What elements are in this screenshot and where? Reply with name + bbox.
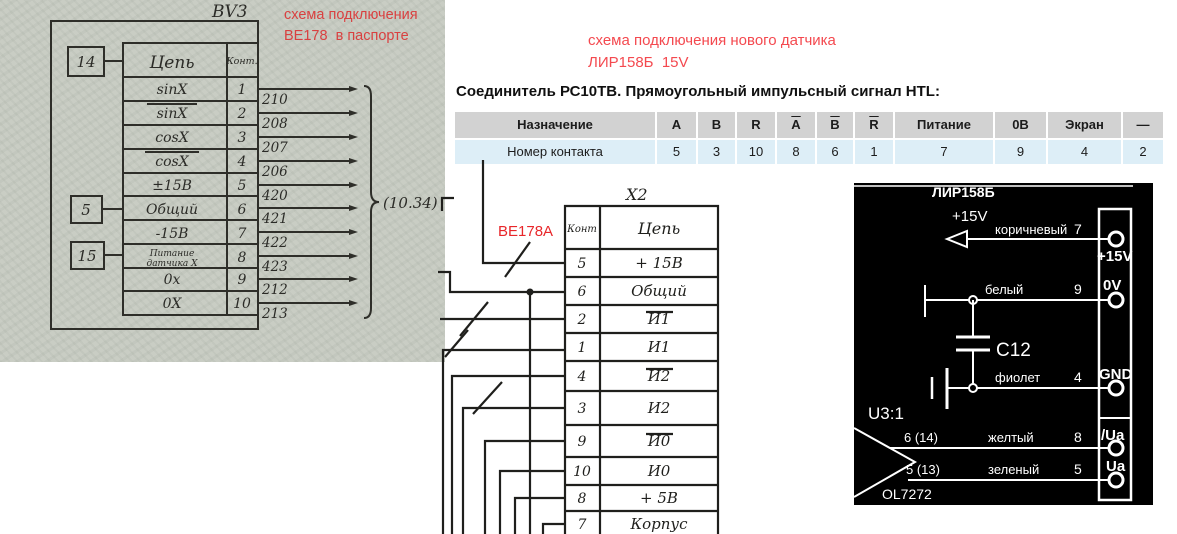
x2-wiring bbox=[438, 160, 565, 534]
twist-mark bbox=[473, 382, 502, 414]
contact: 1 bbox=[237, 82, 247, 98]
contact: 2 bbox=[237, 106, 247, 122]
contact: 3 bbox=[577, 401, 587, 417]
connector-table-title: Соединитель РС10ТВ. Прямоугольный импульсный сигнал HTL: bbox=[456, 83, 940, 100]
wire-arrow bbox=[349, 182, 358, 188]
terminal bbox=[1109, 473, 1123, 487]
wire-number: 422 bbox=[262, 235, 288, 251]
wire-num: 4 bbox=[1074, 369, 1082, 385]
sensor-note-line1: схема подключения нового датчика bbox=[588, 32, 836, 49]
contact: 3 bbox=[237, 130, 247, 146]
terminal-label: GND bbox=[1099, 366, 1133, 383]
wire-number: 210 bbox=[262, 92, 288, 108]
lir-title: ЛИР158Б bbox=[932, 184, 995, 200]
scanned-passport-photo bbox=[0, 0, 445, 362]
contact: 7 bbox=[577, 517, 587, 533]
wire-number: 207 bbox=[262, 140, 288, 156]
contact: 1 bbox=[577, 340, 587, 356]
circuit: датчика X bbox=[146, 259, 198, 269]
u3-label: U3:1 bbox=[868, 404, 904, 423]
col-header: 0В bbox=[995, 112, 1046, 138]
bv3-schematic bbox=[0, 0, 445, 362]
passport-note bbox=[284, 5, 418, 47]
pin-value: 8 bbox=[777, 140, 815, 164]
col-header-inverted: $\overline{R}$ bbox=[855, 112, 893, 138]
circuit: 0Х bbox=[162, 296, 182, 312]
box-14-label: 14 bbox=[76, 53, 96, 71]
supply-label: +15V bbox=[952, 208, 988, 225]
sensor-note bbox=[588, 30, 836, 74]
brace-label: (10.34) bbox=[383, 194, 438, 212]
wire-number: 213 bbox=[262, 306, 288, 322]
wire-number: 421 bbox=[262, 211, 288, 227]
pin-value: 2 bbox=[1123, 140, 1163, 164]
row-label: Номер контакта bbox=[455, 140, 655, 164]
cap-label: C12 bbox=[996, 340, 1031, 361]
circuit: sinX bbox=[156, 106, 188, 122]
wire-color: фиолет bbox=[995, 370, 1041, 385]
wire-num: 9 bbox=[1074, 281, 1082, 297]
terminal-label: +15V bbox=[1097, 248, 1133, 265]
wire-color: зеленый bbox=[988, 462, 1040, 477]
twist-mark bbox=[445, 330, 468, 357]
pin-value: 1 bbox=[855, 140, 893, 164]
brace bbox=[364, 86, 379, 318]
wire-arrow bbox=[349, 110, 358, 116]
bv3-col-circuit: Цепь bbox=[149, 53, 195, 73]
wire-number: 206 bbox=[262, 164, 288, 180]
circuit: sinX bbox=[156, 82, 188, 98]
contact: 7 bbox=[237, 226, 247, 242]
contact: 9 bbox=[237, 272, 247, 288]
circuit: Корпус bbox=[630, 515, 688, 533]
col-header: Назначение bbox=[455, 112, 655, 138]
wire-number: 208 bbox=[262, 116, 288, 132]
x2-col-contact: Конт bbox=[567, 224, 597, 235]
col-header-inverted: $\overline{B}$ bbox=[817, 112, 853, 138]
circuit: И2 bbox=[647, 399, 671, 417]
wire-number: 423 bbox=[262, 259, 288, 275]
col-header: B bbox=[698, 112, 735, 138]
wire-color: белый bbox=[985, 282, 1024, 297]
col-header: Экран bbox=[1048, 112, 1121, 138]
contact: 9 bbox=[577, 434, 587, 450]
pin-value: 6 bbox=[817, 140, 853, 164]
wire-arrow bbox=[349, 300, 358, 306]
pin-value: 4 bbox=[1048, 140, 1121, 164]
wire-color: коричневый bbox=[995, 222, 1068, 237]
terminal-label: 0V bbox=[1103, 277, 1122, 294]
pin-value: 3 bbox=[698, 140, 735, 164]
bv3-col-contact: Конт. bbox=[226, 56, 258, 67]
col-header-inverted: $\overline{A}$ bbox=[777, 112, 815, 138]
circuit: И0 bbox=[647, 462, 671, 480]
wire-arrow bbox=[349, 205, 358, 211]
wire-arrow bbox=[349, 134, 358, 140]
contact: 10 bbox=[233, 296, 251, 312]
pin-label: 6 (14) bbox=[904, 430, 938, 445]
junction bbox=[969, 384, 977, 392]
box-15-label: 15 bbox=[77, 247, 97, 265]
lir-panel bbox=[854, 183, 1154, 508]
pin-label: 5 (13) bbox=[906, 462, 940, 477]
contact: 5 bbox=[577, 256, 587, 272]
terminal-label: /Ua bbox=[1101, 427, 1125, 444]
wire-num: 5 bbox=[1074, 461, 1082, 477]
contact: 8 bbox=[577, 491, 587, 507]
circuit: Общий bbox=[145, 202, 199, 218]
circuit: И2 bbox=[647, 367, 671, 385]
chip-label: OL7272 bbox=[882, 486, 932, 502]
wire-number: 420 bbox=[262, 188, 288, 204]
contact: 8 bbox=[237, 250, 247, 266]
be178a-label: ВЕ178А bbox=[498, 223, 554, 240]
wire-number: 212 bbox=[262, 282, 288, 298]
col-header: R bbox=[737, 112, 775, 138]
contact: 6 bbox=[577, 284, 587, 300]
circuit: 0х bbox=[163, 272, 181, 288]
terminal bbox=[1109, 293, 1123, 307]
wire-num: 8 bbox=[1074, 429, 1082, 445]
circuit: ±15В bbox=[152, 178, 192, 194]
terminal bbox=[1109, 381, 1123, 395]
pin-value: 7 bbox=[895, 140, 993, 164]
contact: 2 bbox=[577, 312, 587, 328]
contact: 5 bbox=[237, 178, 247, 194]
twist-mark bbox=[505, 242, 530, 277]
terminal bbox=[1109, 232, 1123, 246]
passport-note-line2: ВЕ178 в паспорте bbox=[284, 28, 409, 44]
circuit: И1 bbox=[647, 310, 671, 328]
x2-col-circuit: Цепь bbox=[637, 219, 681, 238]
wire-num: 7 bbox=[1074, 221, 1082, 237]
col-header: A bbox=[657, 112, 696, 138]
contact: 4 bbox=[577, 369, 587, 385]
wire-arrow bbox=[349, 86, 358, 92]
col-header: Питание bbox=[895, 112, 993, 138]
passport-note-line1: схема подключения bbox=[284, 7, 418, 23]
wire-arrow bbox=[349, 229, 358, 235]
circuit: Общий bbox=[631, 282, 687, 300]
circuit: И0 bbox=[647, 432, 671, 450]
circuit: + 5В bbox=[640, 489, 678, 507]
x2-schematic bbox=[430, 156, 732, 534]
contact: 10 bbox=[573, 464, 591, 480]
pin-value: 5 bbox=[657, 140, 696, 164]
contact: 6 bbox=[237, 202, 247, 218]
wire-arrow bbox=[349, 158, 358, 164]
circuit: -15В bbox=[155, 226, 189, 242]
pin-value: 10 bbox=[737, 140, 775, 164]
circuit: Питание bbox=[149, 249, 195, 259]
box-5-label: 5 bbox=[81, 201, 91, 219]
circuit: + 15В bbox=[635, 254, 683, 272]
contact: 4 bbox=[237, 154, 247, 170]
col-header: — bbox=[1123, 112, 1163, 138]
wire-arrow bbox=[349, 253, 358, 259]
wire-color: желтый bbox=[988, 430, 1034, 445]
circuit: cosX bbox=[155, 154, 189, 170]
wire-arrow bbox=[349, 276, 358, 282]
terminal-label: Ua bbox=[1106, 458, 1126, 475]
x2-label: X2 bbox=[626, 185, 648, 204]
sensor-note-line2: ЛИР158Б 15V bbox=[588, 54, 689, 71]
circuit: cosX bbox=[155, 130, 189, 146]
circuit: И1 bbox=[647, 338, 671, 356]
pin-value: 9 bbox=[995, 140, 1046, 164]
bv3-title: BV3 bbox=[212, 2, 248, 22]
